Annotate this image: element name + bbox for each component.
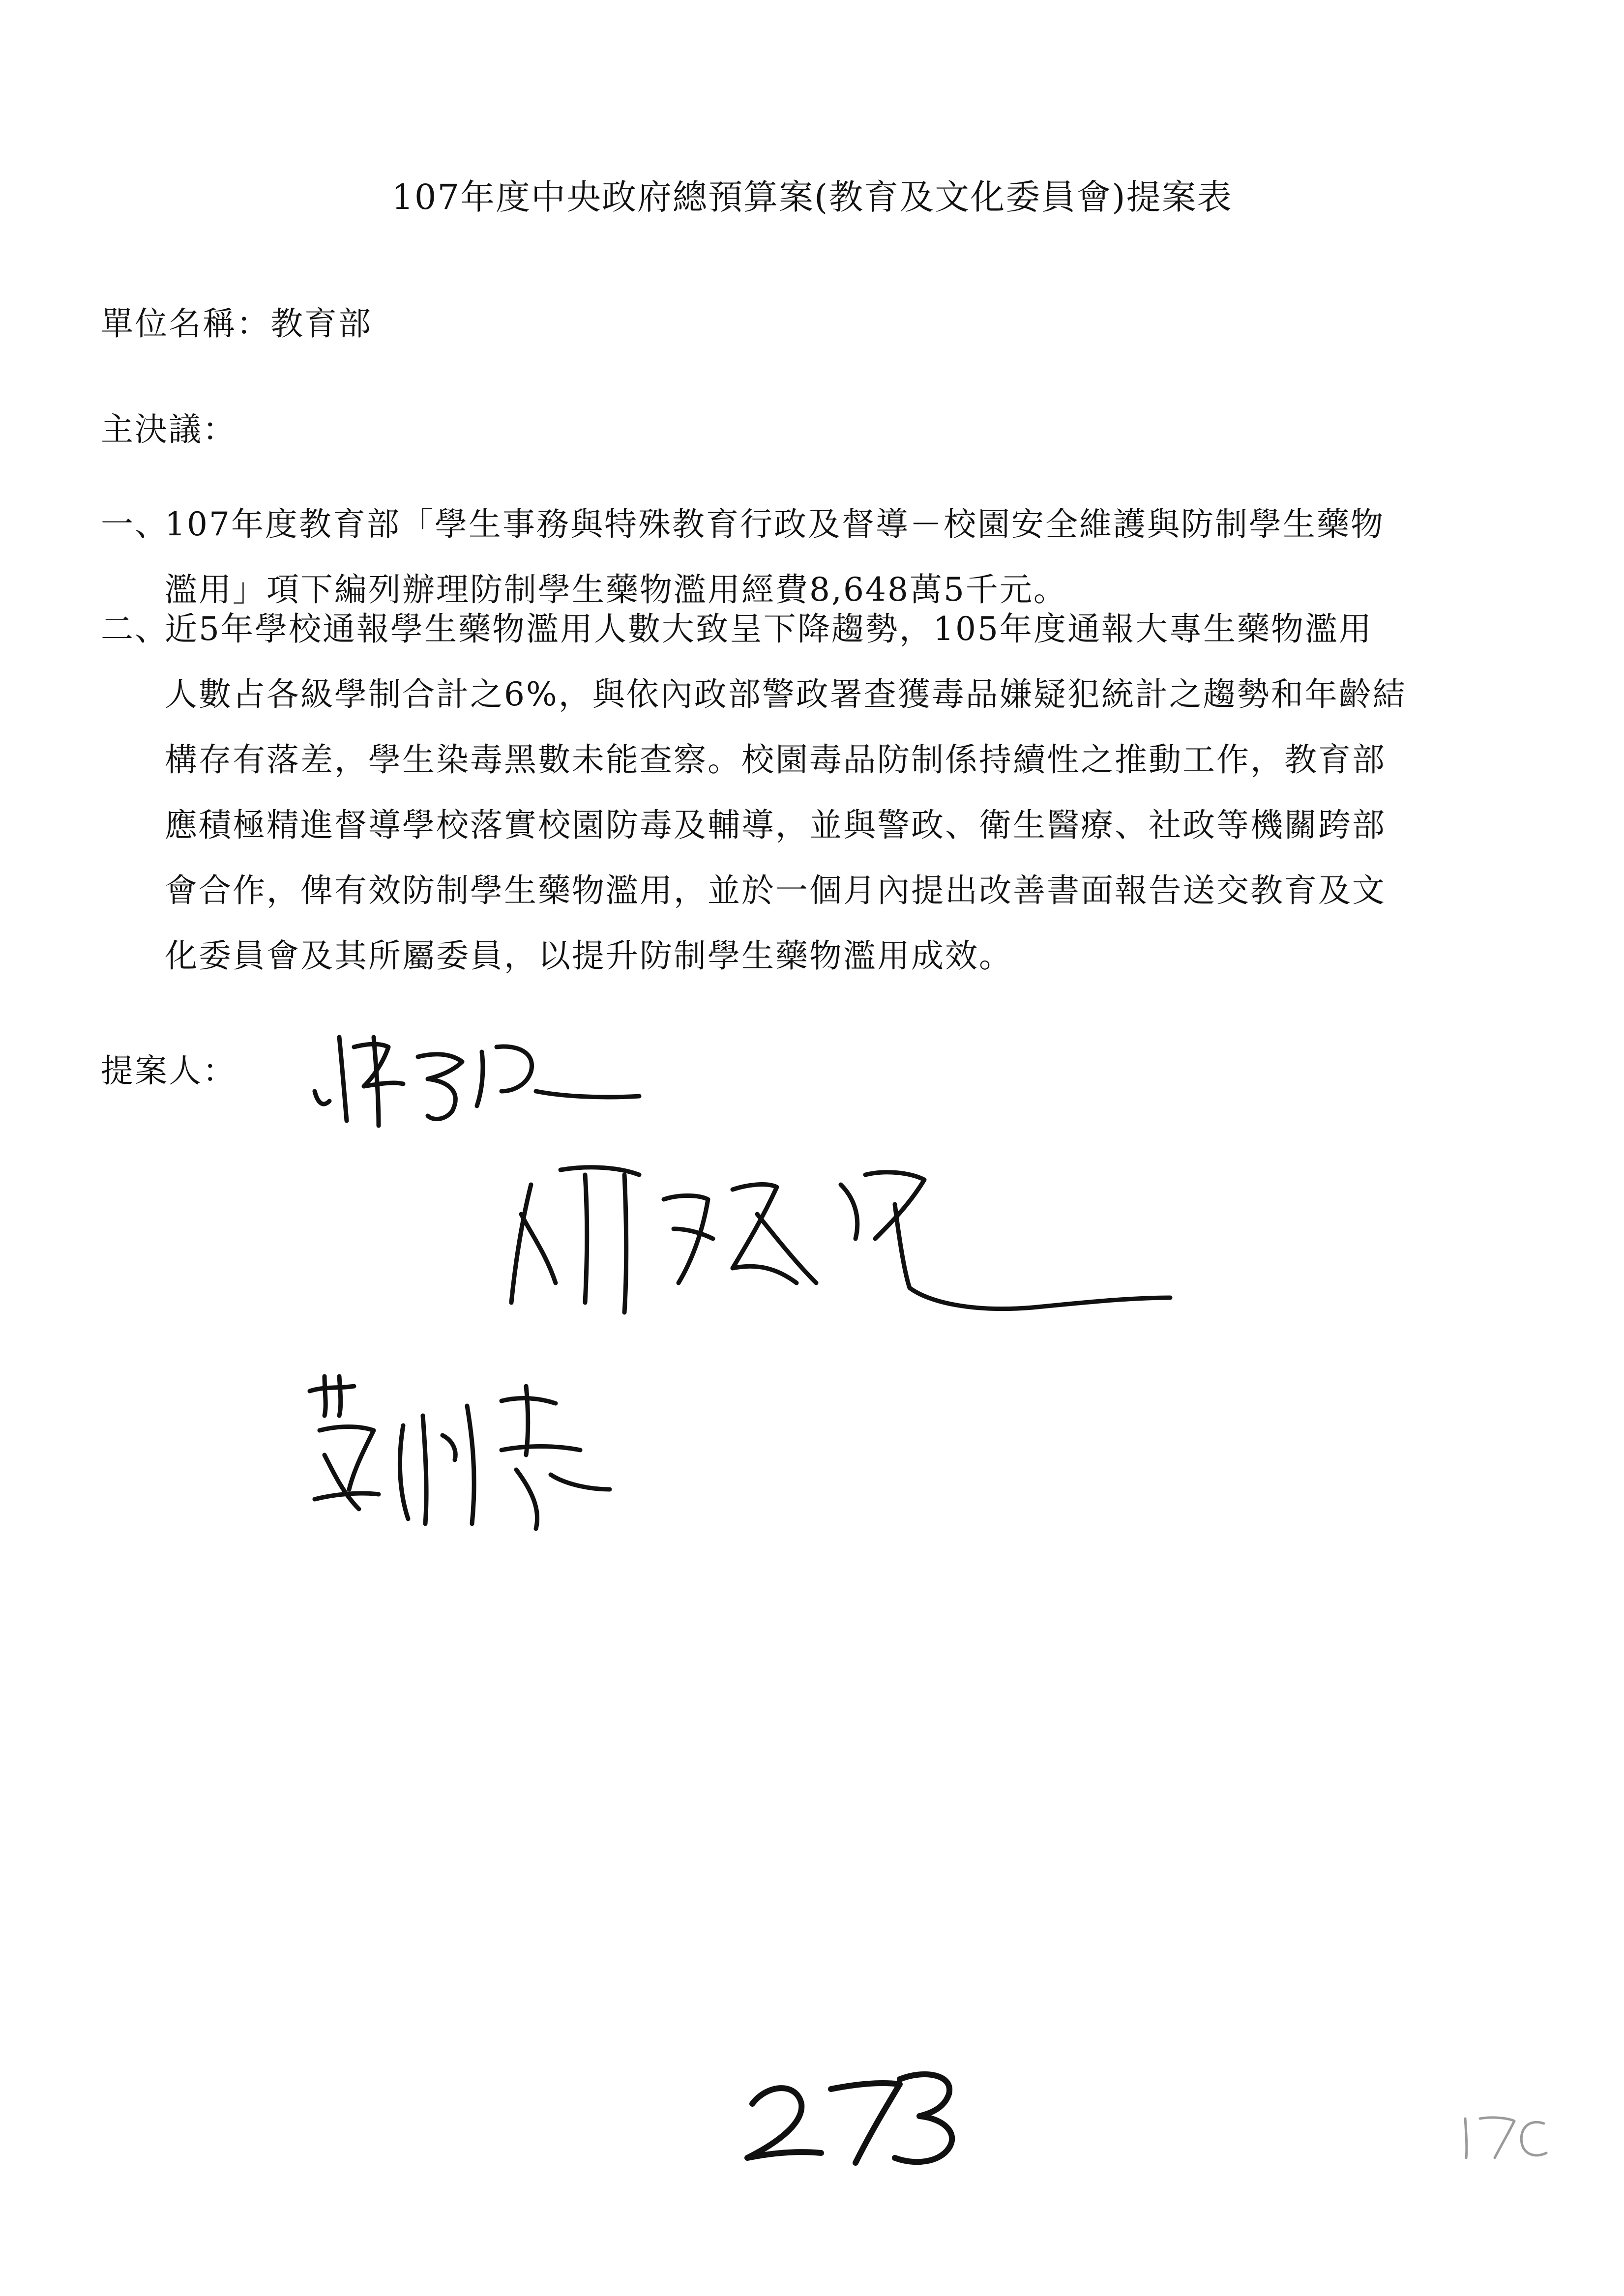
unit-name: 單位名稱：教育部: [101, 305, 372, 343]
handwritten-page-number: [738, 2060, 964, 2170]
handwritten-signature-icon: [305, 1017, 649, 1131]
resolution-item-2: [101, 596, 1536, 988]
item-line: 濫用」項下編列辦理防制學生藥物濫用經費8,648萬5千元。: [165, 571, 1067, 609]
handwritten-signature-icon: [502, 1155, 1180, 1317]
resolution-heading: 主決議：: [101, 410, 236, 448]
item-line: 應積極精進督導學校落實校園防毒及輔導，並與警政、衛生醫療、社政等機關跨部: [165, 806, 1386, 844]
item-line: 化委員會及其所屬委員，以提升防制學生藥物濫用成效。: [165, 937, 1013, 975]
item-line: 構存有落差，學生染毒黑數未能查察。校園毒品防制係持續性之推動工作，教育部: [165, 741, 1386, 779]
item-text: [165, 596, 1536, 988]
item-line: 107年度教育部「學生事務與特殊教育行政及督導－校園安全維護與防制學生藥物: [165, 505, 1385, 543]
document-title: 107年度中央政府總預算案(教育及文化委員會)提案表: [391, 177, 1233, 217]
signature-3: [305, 1376, 620, 1540]
item-number: 一、: [101, 505, 169, 543]
signature-1: [305, 1017, 649, 1133]
pencil-number-icon: [1455, 2109, 1554, 2163]
handwritten-signature-icon: [305, 1376, 620, 1539]
item-number: 二、: [101, 610, 169, 648]
proposer-label: 提案人：: [101, 1052, 236, 1090]
pencil-mark: [1455, 2109, 1554, 2165]
signature-2: [502, 1155, 1180, 1319]
item-line: 會合作，俾有效防制學生藥物濫用，並於一個月內提出改善書面報告送交教育及文: [165, 872, 1386, 909]
handwritten-number-icon: [738, 2060, 964, 2168]
item-line: 近5年學校通報學生藥物濫用人數大致呈下降趨勢，105年度通報大專生藥物濫用: [165, 610, 1373, 648]
item-line: 人數占各級學制合計之6%，與依內政部警政署查獲毒品嫌疑犯統計之趨勢和年齡結: [165, 675, 1407, 713]
